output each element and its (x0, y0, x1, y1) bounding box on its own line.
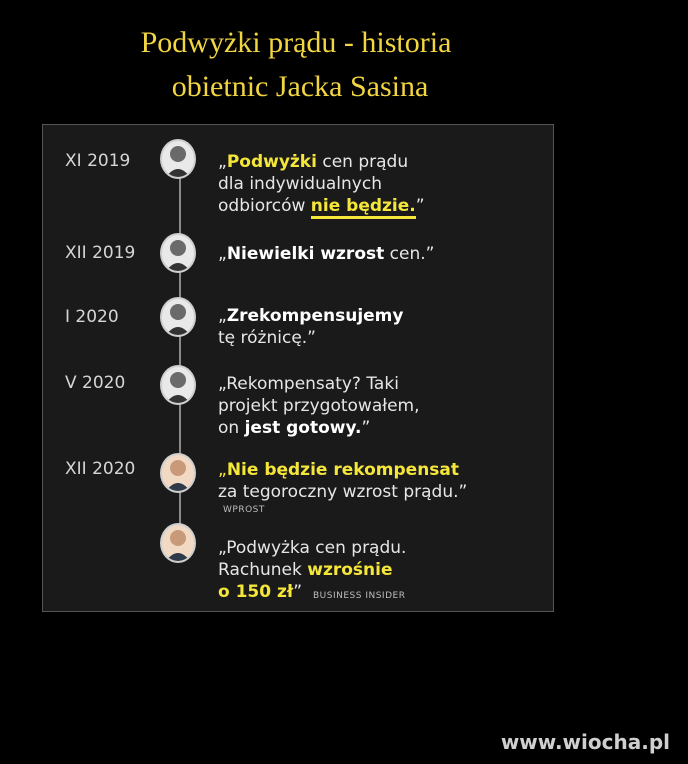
timeline-quote: „Rekompensaty? Taki projekt przygotowałem, on jest gotowy.” (218, 374, 420, 438)
timeline-quote: „Niewielki wzrost cen.” (218, 244, 435, 264)
timeline-quote: „Podwyżka cen prądu. Rachunek wzrośnie o 150 zł” (218, 538, 407, 602)
timeline-quote: „Nie będzie rekompensat za tegoroczny wzrost prądu.” (218, 460, 468, 502)
source-label: WPROST (223, 505, 265, 515)
timeline-panel (42, 124, 554, 612)
portrait-icon (160, 139, 196, 179)
timeline-date: V 2020 (65, 373, 126, 393)
page-title-line-2: obietnic Jacka Sasina (171, 70, 429, 103)
timeline-date: I 2020 (65, 307, 119, 327)
timeline-date: XII 2019 (65, 243, 136, 263)
portrait-icon (160, 523, 196, 563)
timeline-date: XII 2020 (65, 459, 136, 479)
timeline-line (179, 155, 181, 555)
source-label: BUSINESS INSIDER (313, 591, 406, 601)
page-title-line-1: Podwyżki prądu - historia (140, 26, 452, 59)
timeline-quote: „Zrekompensujemy tę różnicę.” (218, 306, 404, 348)
timeline-quote: „Podwyżki cen prądu dla indywidualnych odbiorców nie będzie.” (218, 151, 425, 217)
watermark: www.wiocha.pl (500, 730, 670, 754)
timeline-date: XI 2019 (65, 151, 131, 171)
portrait-icon (160, 297, 196, 337)
portrait-icon (160, 365, 196, 405)
portrait-icon (160, 233, 196, 273)
portrait-icon (160, 453, 196, 493)
